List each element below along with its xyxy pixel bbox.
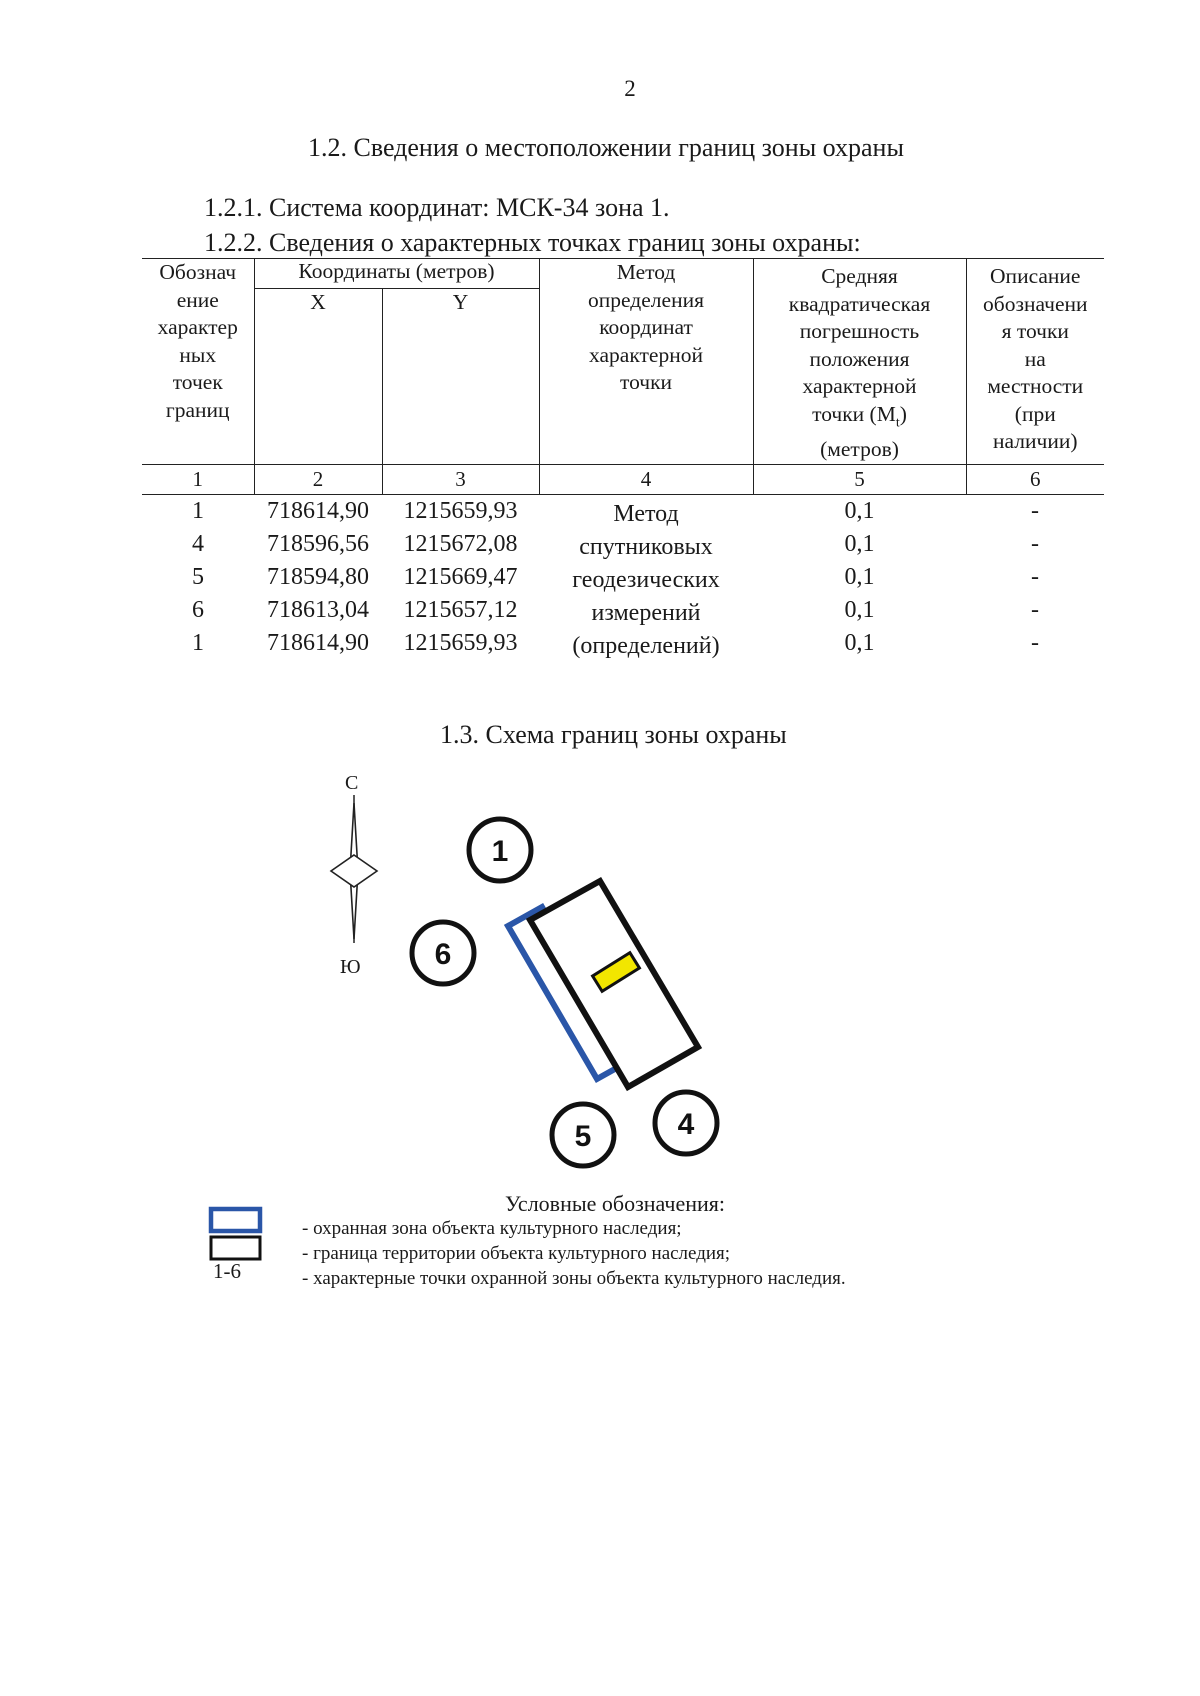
col-number: 3 [382,464,539,494]
table-row [142,494,1104,528]
compass-north-label: С [345,772,359,794]
legend-item-protection-zone: - охранная зона объекта культурного наследия; [302,1218,682,1239]
accuracy-value: 0,1 [844,497,875,524]
x-value: 718594,80 [267,563,369,590]
point-marker-1 [469,819,531,881]
legend-symbols [208,1206,268,1264]
boundary-scheme [400,805,740,1185]
col-number: 5 [753,464,966,494]
point-marker-6 [412,922,474,984]
x-value: 718596,56 [267,530,369,557]
point-marker-4 [655,1092,717,1154]
y-value: 1215659,93 [403,629,518,656]
svg-text:6: 6 [434,938,452,971]
compass-south-label: Ю [340,956,361,978]
point-marker-5 [552,1104,614,1166]
description-value: - [1031,563,1040,590]
scheme-title: 1.3. Схема границ зоны охраны [440,720,787,749]
y-value: 1215672,08 [403,530,518,557]
accuracy-value: 0,1 [844,530,875,557]
description-value: - [1031,629,1040,656]
legend-protection-zone-swatch [211,1209,260,1231]
header-designation: Обознач ение характер ных точек границ [142,259,254,465]
y-value: 1215669,47 [403,563,518,590]
point-id: 5 [192,563,204,590]
x-value: 718614,90 [267,629,369,656]
point-id: 4 [192,530,204,557]
y-value: 1215659,93 [403,497,518,524]
legend-territory-swatch [211,1237,260,1259]
col-number: 6 [966,464,1104,494]
description-value: - [1031,596,1040,623]
header-coordinates: Координаты (метров) [254,259,539,289]
accuracy-value: 0,1 [844,563,875,590]
accuracy-value: 0,1 [844,629,875,656]
svg-text:5: 5 [574,1120,592,1153]
legend-item-territory-border: - граница территории объекта культурного наследия; [302,1243,731,1264]
legend-item-points: - характерные точки охранной зоны объекта культурного наследия. [302,1268,846,1289]
method-cell: Метод спутниковых геодезических измерений (определений) [572,500,720,659]
page-number: 2 [624,76,636,101]
accuracy-value: 0,1 [844,596,875,623]
header-method: Метод определения координат характерной точки [539,259,753,465]
compass-icon [320,795,380,945]
section-title: 1.2. Сведения о местоположении границ зоны охраны [308,133,904,162]
point-id: 6 [192,596,204,623]
header-description: Описание обозначени я точки на местности (при наличии) [966,259,1104,465]
x-value: 718614,90 [267,497,369,524]
legend-points-code: 1-6 [213,1259,241,1283]
coord-system-line: 1.2.1. Система координат: МСК-34 зона 1. [204,193,670,222]
point-id: 1 [192,497,204,524]
header-y: Y [382,288,539,464]
col-number: 4 [539,464,753,494]
header-x: X [254,288,382,464]
svg-text:1: 1 [491,835,509,868]
y-value: 1215657,12 [403,596,518,623]
description-value: - [1031,530,1040,557]
col-number: 1 [142,464,254,494]
points-heading: 1.2.2. Сведения о характерных точках границ зоны охраны: [204,228,861,257]
col-number: 2 [254,464,382,494]
description-value: - [1031,497,1040,524]
points-table [142,258,1104,660]
svg-text:4: 4 [677,1108,695,1141]
legend-title: Условные обозначения: [505,1191,726,1216]
header-accuracy: Средняя квадратическая погрешность положения характерной точки $(M_t)$ (метров) [753,259,966,465]
point-id: 1 [192,629,204,656]
x-value: 718613,04 [267,596,369,623]
